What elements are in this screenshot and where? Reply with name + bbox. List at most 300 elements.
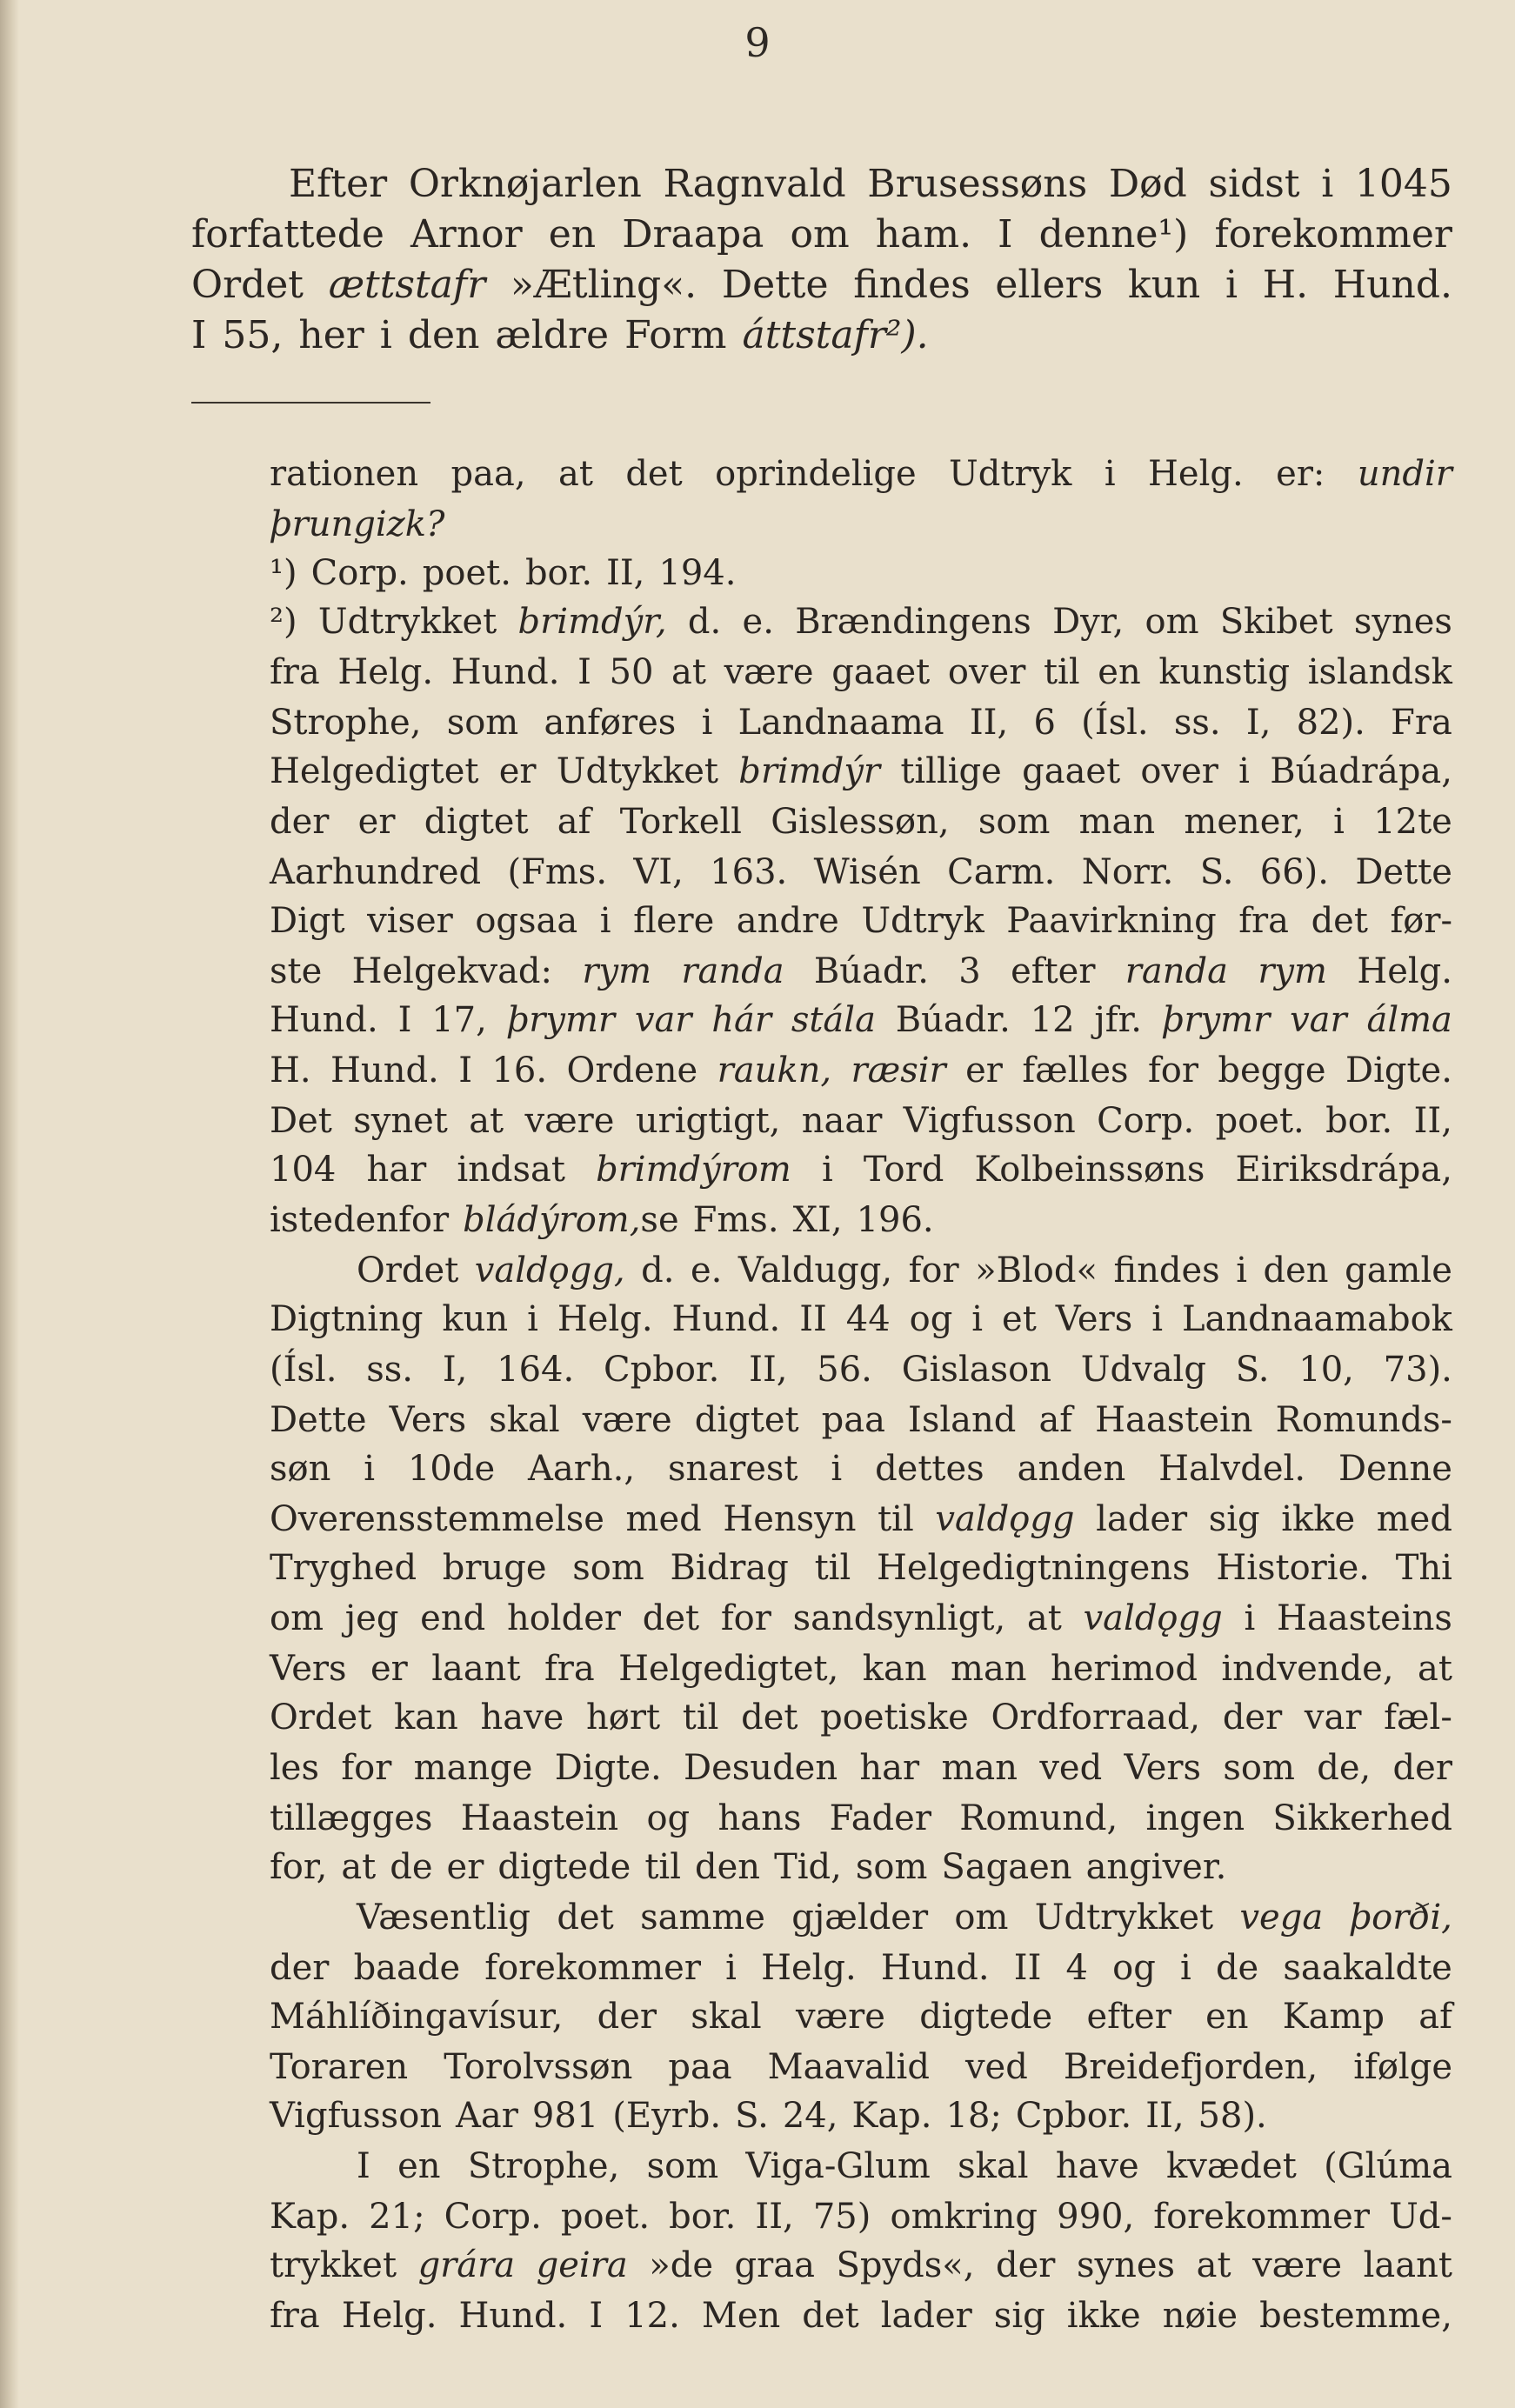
word: som (1223, 1748, 1295, 1788)
word: H. (270, 1051, 311, 1091)
word: baade (353, 1948, 461, 1988)
word: Fms. (692, 1200, 779, 1240)
word: en (1098, 652, 1141, 692)
word: vega (1239, 1898, 1324, 1938)
word: det (557, 1898, 614, 1938)
word: 990, (1057, 2197, 1135, 2237)
word: i (1180, 1948, 1191, 1988)
word: til (644, 1847, 682, 1887)
word: Búadrápa, (1270, 751, 1452, 791)
word: Dyr, (1052, 602, 1125, 642)
word: en (548, 212, 597, 257)
word: 163. (710, 852, 788, 892)
word: om (270, 1598, 324, 1638)
word: randa (1125, 951, 1228, 991)
word: være (582, 1400, 672, 1440)
word: Vers (270, 1649, 347, 1689)
word: Bidrag (670, 1548, 789, 1588)
footnote-line (357, 2146, 1452, 2186)
word: Hund. (671, 1299, 781, 1339)
word: gaaet (831, 652, 931, 692)
word: valdǫgg, (474, 1251, 625, 1291)
word: synet (353, 1101, 448, 1141)
word: paa, (450, 454, 526, 494)
word: synes (1076, 2245, 1176, 2285)
word: der (1392, 1748, 1452, 1788)
word: Máhlíðingavísur, (270, 1997, 564, 2037)
word: kun (442, 1299, 509, 1339)
word: 3 (958, 951, 981, 991)
word: I, (442, 1350, 468, 1390)
word: (Fms. (507, 852, 608, 892)
word: geira (536, 2245, 628, 2285)
word: Strophe, (270, 703, 422, 743)
word: være (1252, 2245, 1343, 2285)
word: kunstig (1158, 652, 1291, 692)
word: skal (958, 2146, 1029, 2186)
word: kan (393, 1698, 458, 1738)
footnote-line (270, 504, 1452, 544)
word: i (1104, 454, 1116, 494)
word: S. (735, 2096, 769, 2136)
footnote-line (270, 652, 1452, 692)
footnote-line (270, 1598, 1452, 1638)
word: II, (1413, 1101, 1452, 1141)
word: Sagaen (941, 1847, 1072, 1887)
word: Aarhundred (270, 852, 482, 892)
word: Skibet (1219, 602, 1333, 642)
footnote-line (357, 1898, 1452, 1938)
word: i (527, 1299, 538, 1339)
word: dettes (875, 1449, 984, 1489)
word: 58). (1198, 2096, 1267, 2136)
word: er: (1276, 454, 1325, 494)
word: forekommer (1153, 2197, 1370, 2237)
word: der (996, 2245, 1056, 2285)
word: Ragnvald (663, 162, 846, 206)
word: S. (1199, 852, 1234, 892)
word: over (947, 652, 1026, 692)
word: Breidefjorden, (1063, 2047, 1318, 2087)
word: andre (736, 901, 839, 941)
word: at (671, 652, 706, 692)
word: ste (270, 951, 323, 991)
word: sig (993, 2296, 1045, 2336)
word: Kamp (1282, 1997, 1385, 2037)
word: ²) (270, 602, 297, 642)
word: synes (1353, 602, 1452, 642)
word: Cpbor. (604, 1350, 720, 1390)
word: undir (1357, 454, 1452, 494)
word: skal (489, 1400, 560, 1440)
word: saakaldte (1283, 1948, 1452, 1988)
word: i (1236, 1251, 1248, 1291)
word: findes (853, 263, 971, 307)
word: begge (1218, 1051, 1326, 1091)
word: er (965, 1051, 1003, 1091)
word: Corp. (444, 2197, 542, 2237)
word: til (682, 1698, 719, 1738)
word: holder (506, 1598, 621, 1638)
footnote-line (270, 1200, 1452, 1240)
word: 1045 (1354, 162, 1452, 206)
word: Helg. (557, 1299, 653, 1339)
word: Hund. (450, 652, 560, 692)
word: sig (1208, 1499, 1260, 1539)
word: Romunds- (1275, 1400, 1452, 1440)
word: (Glúma (1324, 2146, 1452, 2186)
word: Vers (1124, 1748, 1202, 1788)
word: Tryghed (270, 1548, 417, 1588)
word: i (1151, 1299, 1164, 1339)
word: her (298, 313, 364, 357)
word: Denne (1338, 1449, 1452, 1489)
word: Udtrykket (1034, 1898, 1214, 1938)
word: Men (701, 2296, 781, 2336)
word: fra (544, 1649, 595, 1689)
word: ss. (366, 1350, 414, 1390)
word: valdǫgg (935, 1499, 1075, 1539)
word: Hensyn (723, 1499, 857, 1539)
word: om (1145, 602, 1199, 642)
word: 981 (531, 2096, 599, 2136)
word: der (270, 1948, 330, 1988)
word: Digtning (270, 1299, 424, 1339)
word: Fader (829, 1798, 931, 1838)
word: snarest (667, 1449, 798, 1489)
word: i (1333, 802, 1345, 842)
word: Dette (721, 263, 829, 307)
word: Udvalg (1080, 1350, 1206, 1390)
word: trykket (270, 2245, 397, 2285)
word: Vers (389, 1400, 467, 1440)
footnote-line (270, 1499, 1452, 1539)
word: 10, (1298, 1350, 1354, 1390)
word: Kap. (851, 2096, 932, 2136)
word: Hund. (458, 2296, 568, 2336)
footnote-line (270, 1449, 1452, 1489)
footnote-line (270, 1649, 1452, 1689)
footnote-line (270, 1400, 1452, 1440)
word: i (599, 901, 611, 941)
word: nøie (1162, 2296, 1238, 2336)
word: II (799, 1299, 827, 1339)
word: til (814, 1548, 851, 1588)
word: se (640, 1200, 679, 1240)
word: hans (717, 1798, 802, 1838)
word: var (634, 1000, 692, 1040)
word: Gislessøn, (771, 802, 950, 842)
word: de (390, 1847, 433, 1887)
word: forekommer (484, 1948, 701, 1988)
word: for (908, 1251, 959, 1291)
word: Overensstemmelse (270, 1499, 604, 1539)
word: er (446, 1847, 484, 1887)
footnote-line (270, 1000, 1452, 1040)
word: fra (270, 2296, 320, 2336)
word: for, (270, 1847, 328, 1887)
word: Corp. (1097, 1101, 1195, 1141)
word: 12te (1373, 802, 1452, 842)
word: laant (1363, 2245, 1452, 2285)
page-number: 9 (744, 19, 771, 66)
word: Romund, (959, 1798, 1118, 1838)
word: graa (734, 2245, 815, 2285)
word: II, (749, 1350, 788, 1390)
word: urigtigt, (635, 1101, 781, 1141)
word: »de (649, 2245, 713, 2285)
word: og (909, 1299, 953, 1339)
word: oprindelige (715, 454, 917, 494)
word: indvende, (1221, 1649, 1394, 1689)
word: Gislason (901, 1350, 1051, 1390)
word: Carm. (947, 852, 1056, 892)
word: 73). (1383, 1350, 1452, 1390)
word: 18; (945, 2096, 1002, 2136)
word: var (1304, 1698, 1362, 1738)
word: de, (1317, 1748, 1372, 1788)
word: i (701, 703, 713, 743)
word: Landnaama (737, 703, 944, 743)
word: 6 (1033, 703, 1056, 743)
word: Halvdel. (1158, 1449, 1306, 1489)
word: Norr. (1081, 852, 1174, 892)
word: der (270, 802, 330, 842)
word: i (364, 1449, 376, 1489)
word: det (741, 1698, 798, 1738)
word: der (597, 1997, 657, 2037)
word: var (1290, 1000, 1347, 1040)
word: en (1205, 1997, 1249, 2037)
word: þrymr (1161, 1000, 1271, 1040)
word: I (589, 2296, 604, 2336)
footnote-line (270, 852, 1452, 892)
word: Helg. (1148, 454, 1244, 494)
text-line (191, 263, 1452, 307)
word: álma (1366, 1000, 1452, 1040)
word: Helgedigtningens (877, 1548, 1191, 1588)
footnote-line (270, 1847, 1452, 1887)
word: forekommer (1214, 212, 1452, 257)
word: 66). (1259, 852, 1329, 892)
word: Historie. (1216, 1548, 1370, 1588)
footnote-line (270, 454, 1452, 494)
word: Torolvssøn (444, 2047, 633, 2087)
word: som (646, 2146, 719, 2186)
word: Helg. (337, 652, 434, 692)
word: Sikkerhed (1272, 1798, 1452, 1838)
word: ellers (995, 263, 1104, 307)
word: har (366, 1150, 427, 1190)
word: Det (270, 1101, 332, 1141)
word: II, (1145, 2096, 1185, 2136)
word: til (878, 1499, 914, 1539)
word: Tord (863, 1150, 944, 1190)
word: Digte. (1345, 1051, 1452, 1091)
word: Landnaamabok (1181, 1299, 1452, 1339)
word: Helg. (341, 2296, 437, 2336)
word: Haastein (1095, 1400, 1253, 1440)
word: I (191, 313, 207, 357)
word: med (625, 1499, 702, 1539)
footnote-line (270, 1350, 1452, 1390)
word: at (1026, 1598, 1062, 1638)
word: áttstafr²). (742, 313, 929, 357)
word: Island (908, 1400, 1017, 1440)
word: lader (880, 2296, 972, 2336)
footnote-line (270, 1698, 1452, 1738)
word: at (469, 1101, 504, 1141)
word: Strophe, (467, 2146, 620, 2186)
word: forfattede (191, 212, 384, 257)
word: Udtrykket (317, 602, 497, 642)
word: Ud- (1389, 2197, 1452, 2237)
word: 12. (624, 2296, 680, 2336)
word: bor. (669, 2197, 737, 2237)
word: i (1225, 263, 1238, 307)
word: fra (1238, 901, 1290, 941)
word: i (1321, 162, 1334, 206)
word: gjælder (791, 1898, 929, 1938)
word: viser (367, 901, 453, 941)
word: paa (821, 1400, 885, 1440)
word: ham. (875, 212, 972, 257)
word: rationen (270, 454, 419, 494)
word: Haastein (460, 1798, 619, 1838)
word: »Ætling«. (510, 263, 697, 307)
word: mange (413, 1748, 533, 1788)
word: (Ísl. (1081, 703, 1149, 743)
word: denne¹) (1038, 212, 1189, 257)
footnote-line (270, 703, 1452, 743)
word: gamle (1345, 1251, 1452, 1291)
word: end (420, 1598, 486, 1638)
word: d. (641, 1251, 675, 1291)
word: være (795, 1997, 885, 2037)
word: Digte. (554, 1748, 662, 1788)
word: den (407, 313, 480, 357)
word: efter (1086, 1997, 1171, 2037)
word: Valdugg, (737, 1251, 893, 1291)
word: Eiriksdrápa, (1235, 1150, 1452, 1190)
word: digtet (694, 1400, 799, 1440)
word: Helg. (1357, 951, 1452, 991)
word: I (458, 1051, 473, 1091)
word: Toraren (270, 2047, 409, 2087)
word: søn (270, 1449, 331, 1489)
word: til (1043, 652, 1080, 692)
word: ingen (1145, 1798, 1245, 1838)
word: Corp. (310, 553, 409, 593)
word: I (998, 212, 1013, 257)
word: Haasteins (1276, 1598, 1452, 1638)
word: om (790, 212, 850, 257)
word: det (642, 1598, 700, 1638)
word: af (1038, 1400, 1073, 1440)
word: den (1263, 1251, 1329, 1291)
word: les (270, 1748, 319, 1788)
word: Aarh., (528, 1449, 636, 1489)
word: laant (431, 1649, 521, 1689)
footnote-line (357, 1251, 1452, 1291)
word: sandsynligt, (792, 1598, 1006, 1638)
word: Ordet (270, 1698, 372, 1738)
word: kun (1127, 263, 1201, 307)
word: valdǫgg (1083, 1598, 1223, 1638)
word: poet. (560, 2197, 651, 2237)
word: indsat (457, 1150, 565, 1190)
word: Død (1108, 162, 1187, 206)
word: som (855, 1847, 928, 1887)
word: ifølge (1353, 2047, 1452, 2087)
word: Dette (1355, 852, 1452, 892)
word: 56. (817, 1350, 872, 1390)
word: et (1002, 1299, 1037, 1339)
footnote-line (270, 1798, 1452, 1838)
word: 55, (222, 313, 284, 357)
word: bruge (442, 1548, 547, 1588)
word: Efter (289, 162, 388, 206)
word: ss. (1173, 703, 1221, 743)
word: det (802, 2296, 859, 2336)
word: at (1417, 1649, 1452, 1689)
word: man (951, 1649, 1027, 1689)
word: 10de (407, 1449, 496, 1489)
footnote-line (270, 951, 1452, 991)
word: herimod (1050, 1649, 1198, 1689)
word: þrymr (506, 1000, 616, 1040)
word: at (1196, 2245, 1231, 2285)
word: I (357, 2146, 370, 2186)
footnote-line (270, 901, 1452, 941)
word: Helgekvad: (351, 951, 553, 991)
word: Digt (270, 901, 345, 941)
word: Ordforraad, (991, 1698, 1201, 1738)
word: tillægges (270, 1798, 433, 1838)
word: islandsk (1307, 652, 1452, 692)
word: Hund. (270, 1000, 378, 1040)
word: for (720, 1598, 771, 1638)
word: 16. (491, 1051, 548, 1091)
word: tillige (900, 751, 1002, 791)
word: (Eyrb. (612, 2096, 722, 2136)
word: 24, (782, 2096, 838, 2136)
word: II, (755, 2197, 794, 2237)
word: 104 (270, 1150, 337, 1190)
word: 194. (658, 553, 737, 593)
word: i (831, 1449, 843, 1489)
word: fælles (1022, 1051, 1129, 1091)
word: og (1112, 1948, 1156, 1988)
footnote-line (270, 2296, 1452, 2336)
word: Helg. (761, 1948, 857, 1988)
word: 164. (497, 1350, 575, 1390)
word: før- (1390, 901, 1452, 941)
word: Aar (456, 2096, 518, 2136)
word: mener, (1184, 802, 1305, 842)
word: i (1238, 751, 1250, 791)
word: der (1222, 1698, 1283, 1738)
word: den (695, 1847, 761, 1887)
word: II, (606, 553, 645, 593)
word: have (1055, 2146, 1139, 2186)
word: naar (801, 1101, 883, 1141)
word: ældre (495, 313, 610, 357)
word: Ordet (357, 1251, 459, 1291)
word: brimdýr, (517, 602, 667, 642)
word: Maavalid (767, 2047, 930, 2087)
footnote-line (270, 1101, 1452, 1141)
